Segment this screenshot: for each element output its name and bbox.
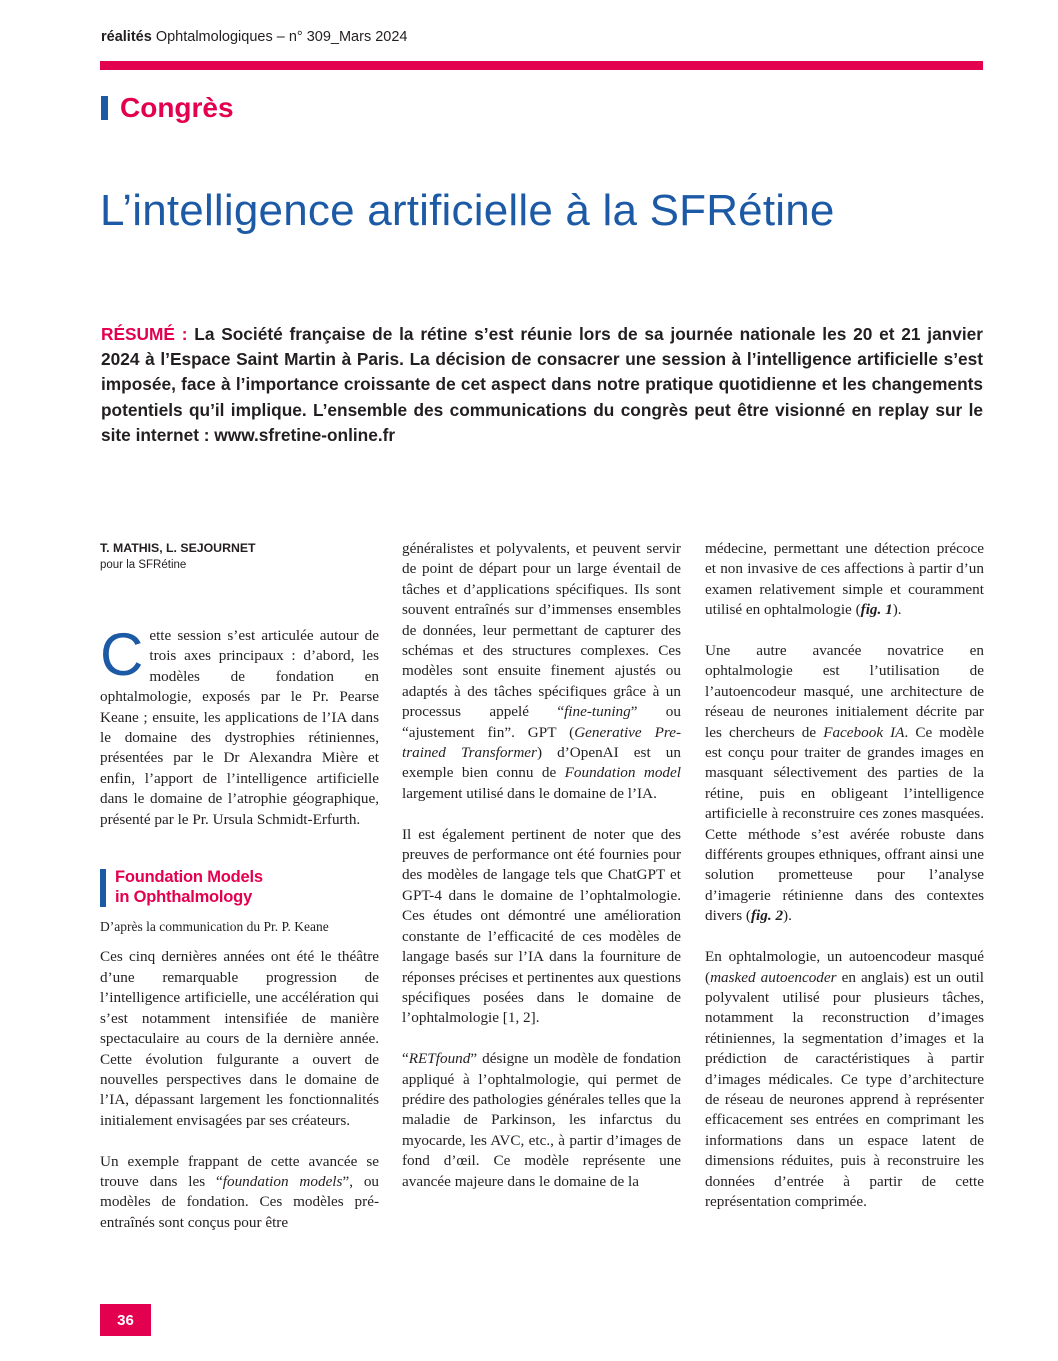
abstract [101, 322, 983, 448]
figure-reference: fig. 2 [750, 907, 784, 925]
column-2 [402, 539, 681, 1192]
section-title: Congrès [120, 92, 234, 123]
column-3 [705, 539, 984, 1212]
paragraph: En ophtalmologie, un autoencodeur masqué (masked autoencoder en anglais) est un outil polyvalent utilisé pour plusieurs tâches, notamment la reconstruction d’images rétiniennes, la segmentation d’images et la prédiction de caractéristiques à partir d’images médicales. Ce type d’architecture de réseau de neurones apprend à représenter efficacement ses entrées en comprimant les informations dans un espace latent de dimensions réduites, puis à reconstruire les données d’entrée à partir de cette représentation comprimée. [705, 948, 984, 1210]
journal-name: réalités [101, 29, 152, 45]
paragraph: Une autre avancée novatrice en ophtalmologie est l’utilisation de l’autoencodeur masqué, une architecture de réseau de neurones initialement décrite par les chercheurs de Facebook IA. Ce modèle est conçu pour traiter de grandes images en masquant sélectivement des parties de la rétine, puis en obligeant l’intelligence artificielle à reconstruire ces zones masquées. Cette méthode s’est avérée robuste dans différents groupes ethniques, offrant ainsi une solution prometteuse pour l’analyse d’imagerie rétinienne dans des contextes divers (fig. 2). [705, 642, 984, 925]
section-label [101, 92, 234, 124]
affiliation: pour la SFRétine [100, 559, 187, 571]
subheading [100, 867, 379, 907]
talk-credit: D’après la communication du Pr. P. Keane [100, 919, 329, 935]
paragraph: Ces cinq dernières années ont été le théâtre d’une remarquable progression de l’intelligence artificielle, une accélération qui s’est notamment intensifiée de manière spectaculaire au cours de la dernière année. Cette évolution fulgurante a ouvert de nouvelles perspectives dans le domaine de l’IA, dépassant largement les fonctionnalités initialement envisagées par ses créateurs. [100, 948, 379, 1129]
dropcap: C [100, 621, 144, 688]
paragraph: Il est également pertinent de noter que des preuves de performance ont été fournies pour des modèles de langage tels que ChatGPT et GPT-4 dans le domaine de l’ophtalmologie. Ces études ont démontré une amélioration constante de l’efficacité de ces modèles de langage basés sur l’IA dans la fourniture de réponses précises et pertinentes aux questions spécifiques posées dans le domaine de l’ophtalmologie [1, 2]. [402, 825, 681, 1027]
page-number: 36 [100, 1304, 151, 1336]
journal-issue: Ophtalmologiques – n° 309_Mars 2024 [151, 29, 408, 45]
intro-paragraph: Cette session s’est articulée autour de trois axes principaux : d’abord, les modèles de fondation en ophtalmologie, exposés par le Pr. Pearse Keane ; ensuite, les applications de l’IA dans le domaine des dystrophies rétiniennes, présentées par le Dr Alexandra Mière et enfin, l’apport de l’intelligence artificielle dans le domaine de l’atrophie géographique, présenté par le Pr. Ursula Schmidt-Erfurth. [100, 621, 379, 828]
subheading-text: Foundation Models in Ophthalmology [115, 868, 263, 907]
section-bar [101, 96, 108, 120]
paragraph: Un exemple frappant de cette avancée se trouve dans les “foundation models”, ou modèles de fondation. Ces modèles pré-entraînés sont conçus pour être [100, 1152, 380, 1231]
figure-reference: fig. 1 [860, 601, 893, 619]
header-rule [100, 61, 983, 70]
journal-header [101, 29, 407, 45]
abstract-label: RÉSUMÉ : [101, 324, 188, 344]
column-1 [100, 539, 379, 1233]
paragraph: médecine, permettant une détection précoce et non invasive de ces affections à partir d’un examen relativement simple et couramment utilisé en ophtalmologie (fig. 1). [705, 540, 984, 619]
paragraph: “RETfound” désigne un modèle de fondation appliqué à l’ophtalmologie, qui permet de prédire des pathologies générales telles que la maladie de Parkinson, les infarctus du myocarde, les AVC, etc., à partir d’images de fond d’œil. Ce modèle représente une avancée majeure dans le domaine de la [402, 1050, 681, 1190]
paragraph: généralistes et polyvalents, et peuvent servir de point de départ pour un large éventail de tâches et d’applications spécifiques. Ils sont souvent entraînés sur d’immenses ensembles de données, leur permettant de capturer des schémas et des structures complexes. Ces modèles sont ensuite finement ajustés ou adaptés à des tâches spécifiques grâce à un processus appelé “fine-tuning” ou “ajustement fin”. GPT (Generative Pre-trained Transformer) d’OpenAI est un exemple bien connu de Foundation model largement utilisé dans le domaine de l’IA. [402, 540, 681, 802]
article-title: L’intelligence artificielle à la SFRétine [100, 186, 835, 235]
subheading-bar [100, 869, 106, 907]
abstract-text: La Société française de la rétine s’est réunie lors de sa journée nationale les 20 et 21 janvier 2024 à l’Espace Saint Martin à Paris. La décision de consacrer une session à l’intelligence artificielle s’est imposée, face à l’importance croissante de cet aspect dans notre pratique quotidienne et les changements potentiels qu’il implique. L’ensemble des communications du congrès peut être visionné en replay sur le site internet : www.sfretine-online.fr [101, 324, 983, 445]
authors: T. MATHIS, L. SEJOURNET [100, 541, 256, 555]
